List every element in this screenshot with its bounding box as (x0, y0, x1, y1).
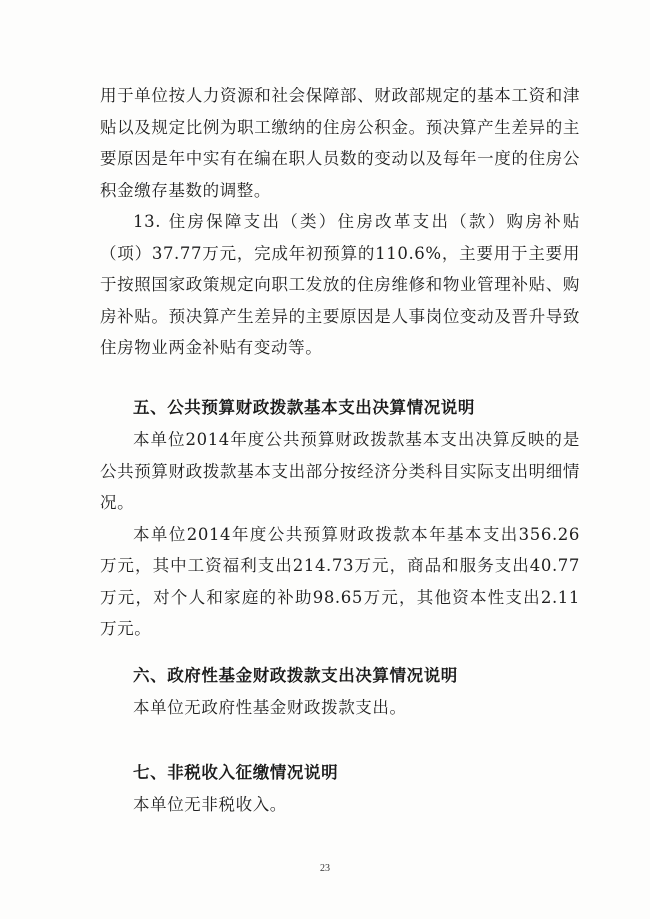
section-heading-basic-expenditure: 五、公共预算财政拨款基本支出决算情况说明 (133, 398, 475, 417)
section-heading-government-fund: 六、政府性基金财政拨款支出决算情况说明 (133, 666, 458, 685)
paragraph-non-tax-revenue: 本单位无非税收入。 (133, 795, 287, 814)
section-body-basic-expenditure (100, 424, 580, 645)
paragraph-basic-expenditure-detail: 本单位2014年度公共预算财政拨款本年基本支出356.26万元，其中工资福利支出214.73万元，商品和服务支出40.77万元，对个人和家庭的补助98.65万元，其他资本性支出2.11万元。 (100, 524, 580, 638)
section-heading-non-tax-revenue: 七、非税收入征缴情况说明 (133, 763, 339, 782)
section-body-government-fund (100, 692, 580, 724)
paragraph-housing-fund: 用于单位按人力资源和社会保障部、财政部规定的基本工资和津贴以及规定比例为职工缴纳的住房公积金。预决算产生差异的主要原因是年中实有在编在职人员数的变动以及每年一度的住房公积金缴存基数的调整。 (100, 86, 580, 200)
section-body-non-tax-revenue (100, 789, 580, 821)
paragraph-housing-subsidy: 13. 住房保障支出（类）住房改革支出（款）购房补贴（项）37.77万元，完成年初预算的110.6%，主要用于主要用于按照国家政策规定向职工发放的住房维修和物业管理补贴、购房补贴。预决算产生差异的主要原因是人事岗位变动及晋升导致住房物业两金补贴有变动等。 (100, 212, 580, 357)
paragraph-basic-expenditure-intro: 本单位2014年度公共预算财政拨款基本支出决算反映的是公共预算财政拨款基本支出部分按经济分类科目实际支出明细情况。 (100, 430, 580, 512)
paragraph-government-fund: 本单位无政府性基金财政拨款支出。 (133, 698, 407, 717)
page-number: 23 (320, 863, 330, 874)
body-text-top (100, 80, 580, 364)
